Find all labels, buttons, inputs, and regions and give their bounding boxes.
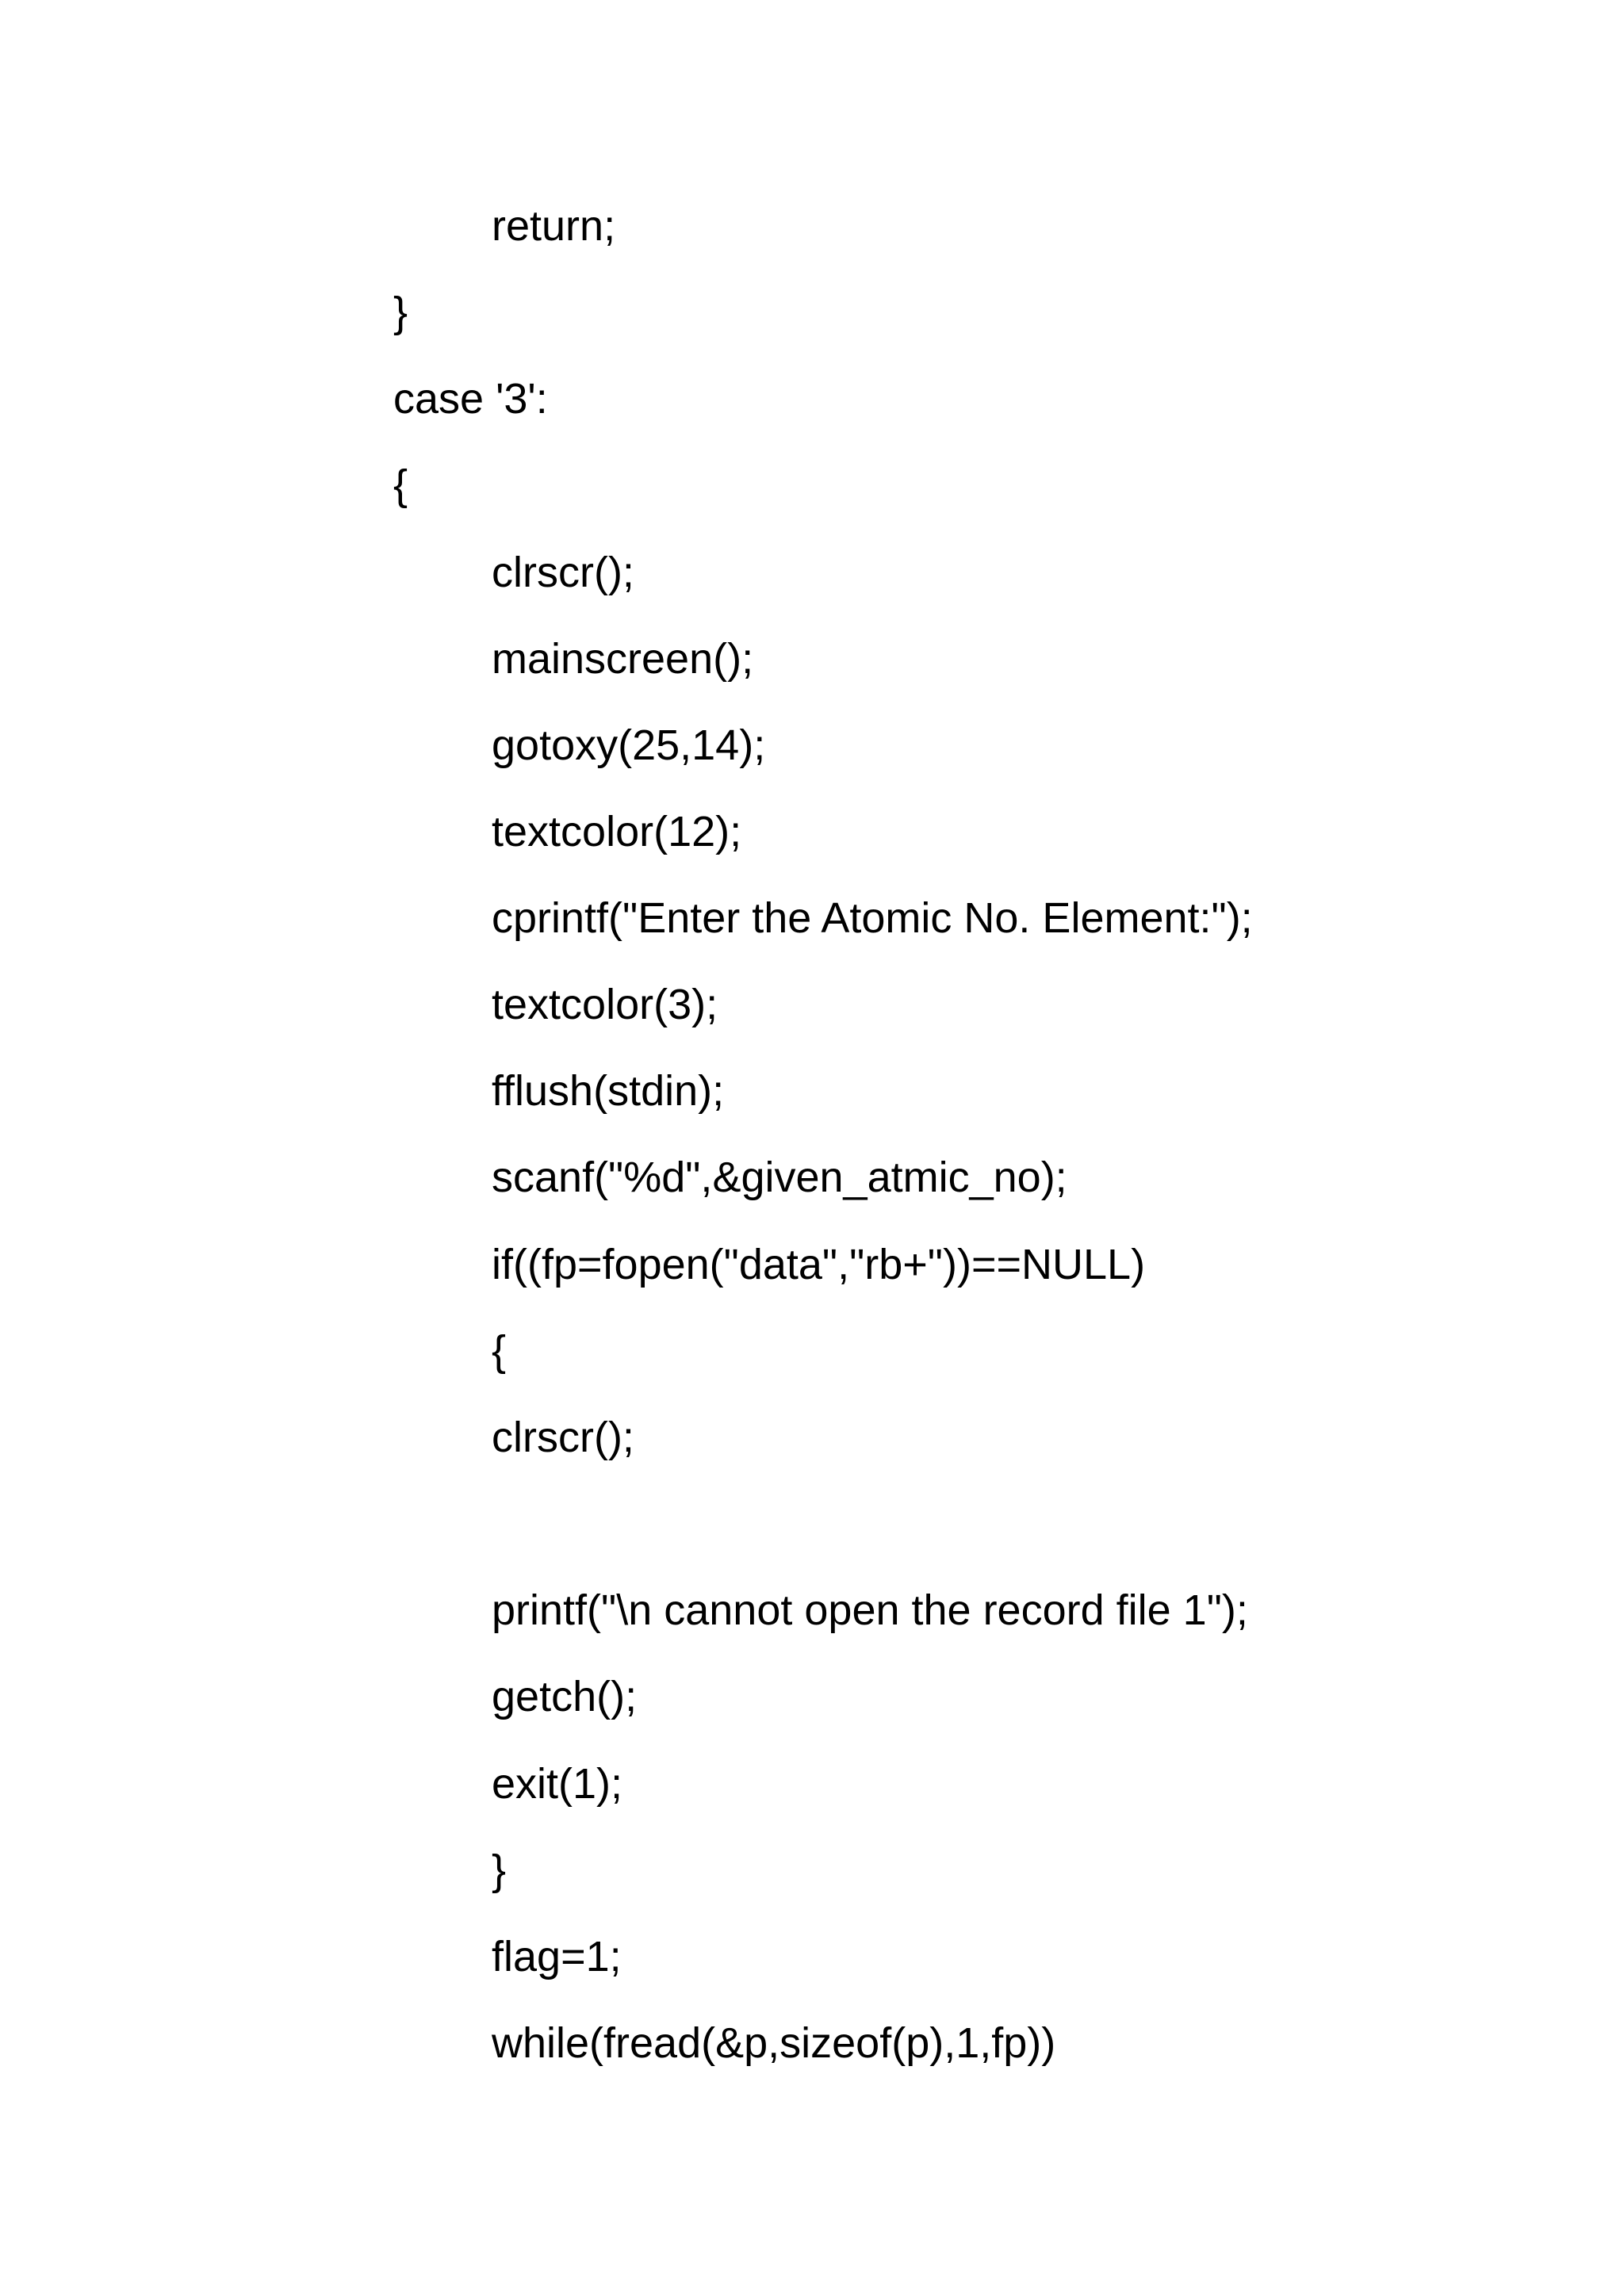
code-line: fflush(stdin);: [492, 1067, 725, 1115]
code-line: mainscreen();: [492, 635, 754, 683]
code-line: }: [492, 1846, 507, 1894]
code-line: case '3':: [393, 375, 548, 423]
code-line: clrscr();: [492, 549, 634, 596]
code-line: while(fread(&p,sizeof(p),1,fp)): [492, 2019, 1056, 2067]
code-line: return;: [492, 202, 616, 250]
code-line: {: [492, 1327, 507, 1375]
code-line: if((fp=fopen("data","rb+"))==NULL): [492, 1241, 1146, 1288]
code-line: getch();: [492, 1673, 638, 1720]
code-line: }: [393, 289, 408, 336]
code-line: textcolor(12);: [492, 808, 742, 855]
code-line: textcolor(3);: [492, 981, 718, 1028]
code-line: scanf("%d",&given_atmic_no);: [492, 1154, 1067, 1201]
code-line: clrscr();: [492, 1414, 634, 1461]
code-line: cprintf("Enter the Atomic No. Element:");: [492, 894, 1253, 942]
code-line: printf("\n cannot open the record file 1");: [492, 1586, 1248, 1634]
code-line: gotoxy(25,14);: [492, 721, 766, 769]
code-line: {: [393, 461, 408, 509]
code-line: flag=1;: [492, 1933, 622, 1980]
code-line: exit(1);: [492, 1760, 623, 1808]
